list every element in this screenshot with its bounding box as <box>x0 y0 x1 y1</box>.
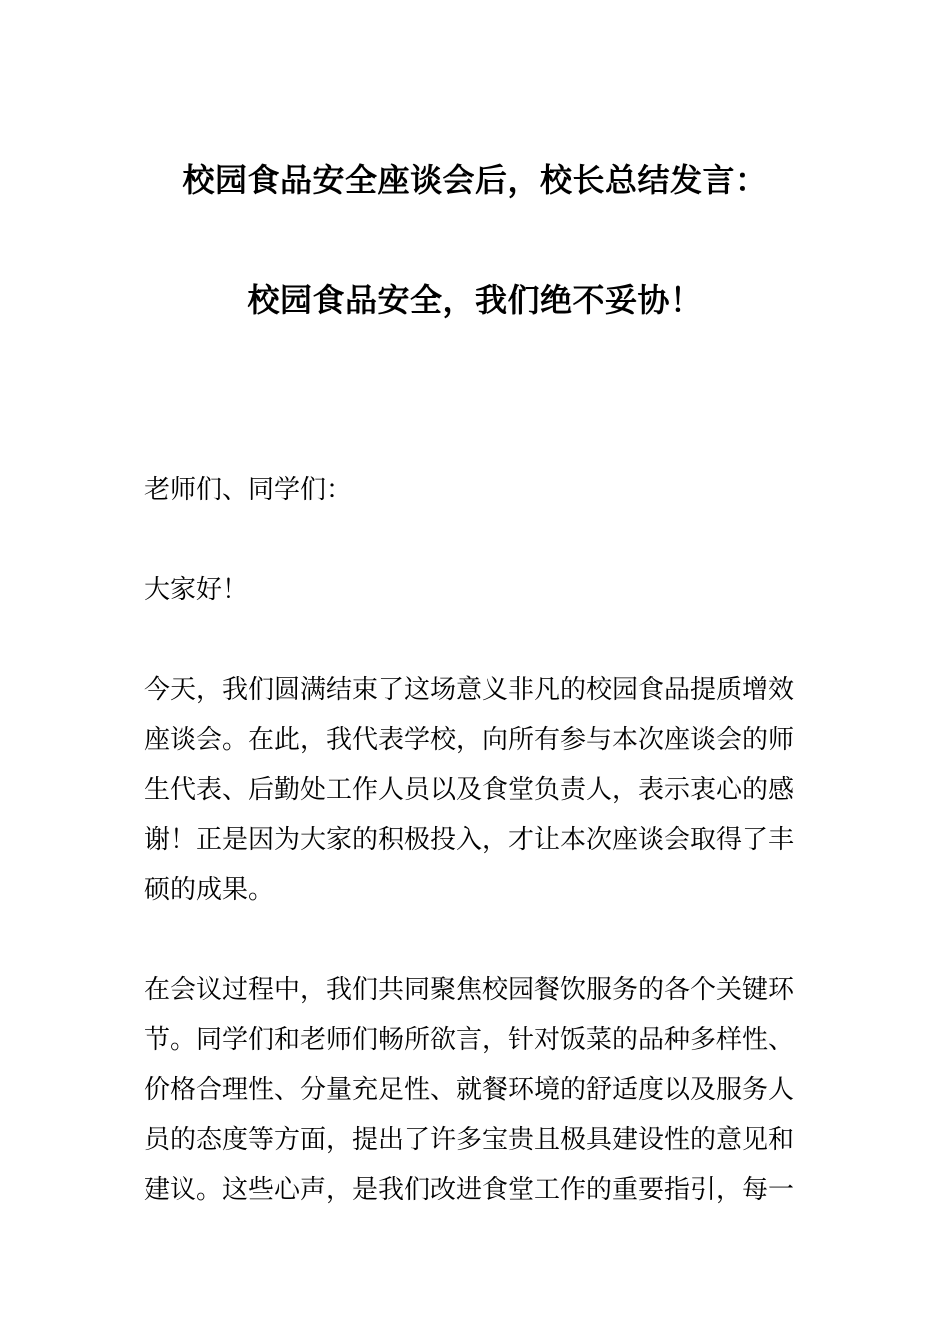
paragraph-text: 今天，我们圆满结束了这场意义非凡的校园食品提质增效座谈会。在此，我代表学校，向所有参与本次座谈会的师生代表、后勤处工作人员以及食堂负责人，表示衷心的感谢！正是因为大家的积极投入，才让本次座谈会取得了丰硕的成果。 <box>144 675 795 905</box>
greeting: 大家好！ <box>144 575 249 605</box>
salutation: 老师们、同学们： <box>144 475 353 505</box>
document-title-line-2: 校园食品安全，我们绝不妥协！ <box>247 281 703 319</box>
paragraph <box>144 965 808 1215</box>
paragraph <box>144 665 808 915</box>
document-title-line-1: 校园食品安全座谈会后，校长总结发言： <box>182 161 768 199</box>
paragraph-text: 在会议过程中，我们共同聚焦校园餐饮服务的各个关键环节。同学们和老师们畅所欲言，针对饭菜的品种多样性、价格合理性、分量充足性、就餐环境的舒适度以及服务人员的态度等方面，提出了许多宝贵且极具建设性的意见和建议。这些心声，是我们改进食堂工作的重要指引，每一 <box>144 975 795 1205</box>
